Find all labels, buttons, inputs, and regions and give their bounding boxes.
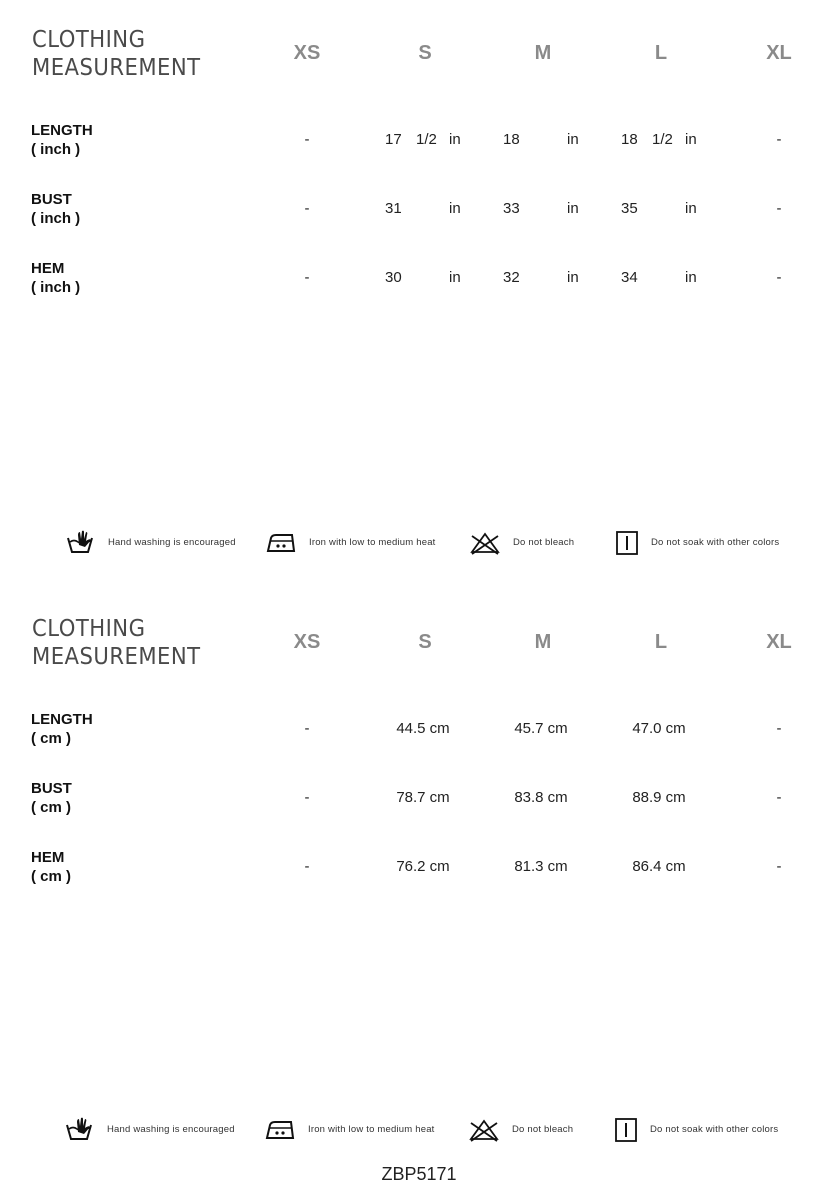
row-unit: ( cm ) xyxy=(31,868,72,885)
cell-xs: - xyxy=(304,720,310,737)
cell-l: 86.4 cm xyxy=(632,858,686,875)
care-instructions xyxy=(0,1117,838,1147)
row-name: BUST xyxy=(31,780,72,797)
no-bleach-icon xyxy=(470,530,500,556)
care-text: Do not bleach xyxy=(512,1124,574,1135)
cell-xs: - xyxy=(304,200,310,217)
row-label xyxy=(31,710,93,748)
cell-s-whole: 30 xyxy=(385,269,402,286)
row-label xyxy=(31,779,72,817)
cell-l-unit: in xyxy=(685,131,697,148)
cell-xl: - xyxy=(776,789,782,806)
iron-icon xyxy=(265,1117,295,1143)
cell-l-unit: in xyxy=(685,269,697,286)
row-unit: ( inch ) xyxy=(31,141,81,158)
table-row xyxy=(0,190,838,230)
cell-xl: - xyxy=(776,269,782,286)
cell-m-unit: in xyxy=(567,269,579,286)
cell-s: 76.2 cm xyxy=(396,858,450,875)
row-unit: ( inch ) xyxy=(31,210,81,227)
cell-m-whole: 32 xyxy=(503,269,520,286)
cell-s: 44.5 cm xyxy=(396,720,450,737)
cell-xl: - xyxy=(776,858,782,875)
cell-s-unit: in xyxy=(449,200,461,217)
size-header-xl: XL xyxy=(766,631,792,653)
table-row xyxy=(0,121,838,161)
cell-xs: - xyxy=(304,269,310,286)
inch-measurement-section xyxy=(0,0,838,570)
size-header-l: L xyxy=(654,42,668,64)
table-row xyxy=(0,710,838,750)
size-header-s: S xyxy=(418,42,432,64)
row-label xyxy=(31,259,80,297)
row-name: LENGTH xyxy=(31,711,93,728)
cell-s-whole: 31 xyxy=(385,200,402,217)
size-header-l: L xyxy=(654,631,668,653)
cell-l: 88.9 cm xyxy=(632,789,686,806)
cell-m: 81.3 cm xyxy=(514,858,568,875)
cell-m-whole: 18 xyxy=(503,131,520,148)
cm-measurement-section xyxy=(0,589,838,1159)
row-name: HEM xyxy=(31,849,65,866)
no-bleach-icon xyxy=(469,1117,499,1143)
cell-l-whole: 18 xyxy=(621,131,638,148)
size-header-xs: XS xyxy=(293,42,321,64)
row-unit: ( cm ) xyxy=(31,730,72,747)
row-unit: ( inch ) xyxy=(31,279,81,296)
row-name: HEM xyxy=(31,260,65,277)
cell-m: 83.8 cm xyxy=(514,789,568,806)
size-header-s: S xyxy=(418,631,432,653)
care-instructions xyxy=(0,530,838,560)
cell-m: 45.7 cm xyxy=(514,720,568,737)
size-header-xs: XS xyxy=(293,631,321,653)
cell-xl: - xyxy=(776,131,782,148)
row-label xyxy=(31,190,80,228)
row-label xyxy=(31,121,93,159)
cell-s-frac: 1/2 xyxy=(416,131,437,148)
hand-wash-icon xyxy=(65,1117,95,1143)
table-row xyxy=(0,848,838,888)
cell-xs: - xyxy=(304,131,310,148)
row-name: BUST xyxy=(31,191,72,208)
no-soak-icon xyxy=(614,1117,644,1143)
hand-wash-icon xyxy=(66,530,96,556)
care-text: Iron with low to medium heat xyxy=(309,537,436,548)
size-header-m: M xyxy=(534,631,552,653)
cell-s-whole: 17 xyxy=(385,131,402,148)
title-line-1: CLOTHING xyxy=(32,616,146,642)
table-row xyxy=(0,779,838,819)
cell-xl: - xyxy=(776,200,782,217)
title-line-2: MEASUREMENT xyxy=(32,55,201,81)
care-text: Iron with low to medium heat xyxy=(308,1124,435,1135)
cell-l: 47.0 cm xyxy=(632,720,686,737)
cell-l-unit: in xyxy=(685,200,697,217)
care-text: Hand washing is encouraged xyxy=(107,1124,235,1135)
cell-l-whole: 34 xyxy=(621,269,638,286)
care-text: Hand washing is encouraged xyxy=(108,537,236,548)
cell-s: 78.7 cm xyxy=(396,789,450,806)
size-header-m: M xyxy=(534,42,552,64)
iron-icon xyxy=(266,530,296,556)
row-label xyxy=(31,848,71,886)
row-unit: ( cm ) xyxy=(31,799,72,816)
cell-xs: - xyxy=(304,858,310,875)
inch-section-title xyxy=(32,26,201,82)
cell-l-frac: 1/2 xyxy=(652,131,673,148)
title-line-1: CLOTHING xyxy=(32,27,146,53)
title-line-2: MEASUREMENT xyxy=(32,644,201,670)
cell-m-unit: in xyxy=(567,200,579,217)
cell-m-whole: 33 xyxy=(503,200,520,217)
row-name: LENGTH xyxy=(31,122,93,139)
cell-l-whole: 35 xyxy=(621,200,638,217)
table-row xyxy=(0,259,838,299)
product-code: ZBP5171 xyxy=(381,1164,457,1184)
cell-s-unit: in xyxy=(449,131,461,148)
size-header-xl: XL xyxy=(766,42,792,64)
cm-section-title xyxy=(32,615,201,671)
cell-m-unit: in xyxy=(567,131,579,148)
care-text: Do not soak with other colors xyxy=(651,537,780,548)
care-text: Do not bleach xyxy=(513,537,575,548)
no-soak-icon xyxy=(615,530,645,556)
care-text: Do not soak with other colors xyxy=(650,1124,779,1135)
cell-xl: - xyxy=(776,720,782,737)
cell-xs: - xyxy=(304,789,310,806)
cell-s-unit: in xyxy=(449,269,461,286)
